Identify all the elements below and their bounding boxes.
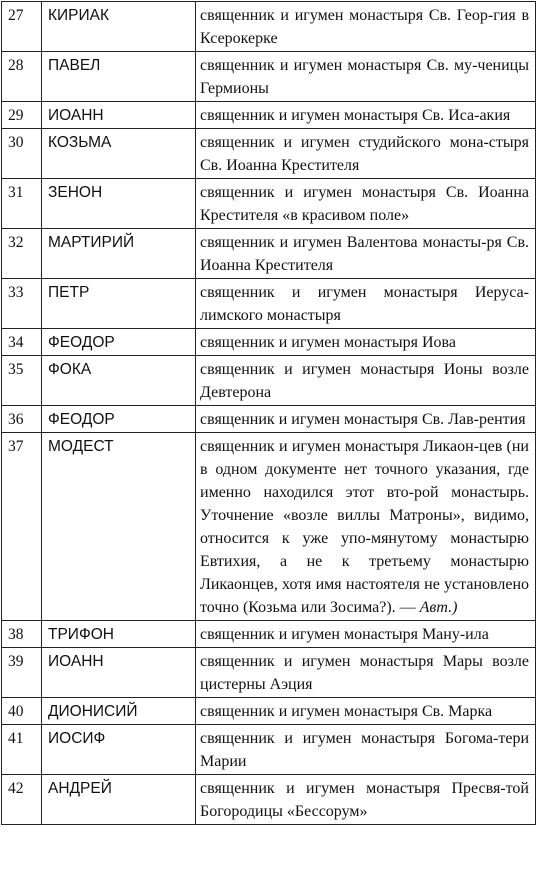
table-row — [2, 356, 536, 406]
person-description — [196, 698, 536, 725]
row-number: 32 — [2, 229, 42, 279]
table-row — [2, 775, 536, 825]
person-description — [196, 621, 536, 648]
description-text: священник и игумен монастыря Иеруса-лимского монастыря — [200, 284, 529, 324]
description-text: священник и игумен монастыря Ликаон-цев (ни в одном документе нет точного указания, где именно находился этот вто-рой монастырь. Уточнение «возле виллы Матроны», видимо, относится к уже упо-мянутому монастырю Евтихия, а не к третьему монастырю Ликаонцев, хотя имя настоятеля не установлено точно (Козьма или Зосима?). — — [200, 438, 529, 616]
person-name: ИОАНН — [42, 102, 196, 129]
table-row — [2, 329, 536, 356]
person-name: ФОКА — [42, 356, 196, 406]
person-name: МАРТИРИЙ — [42, 229, 196, 279]
table-row — [2, 2, 536, 52]
row-number: 34 — [2, 329, 42, 356]
row-number: 40 — [2, 698, 42, 725]
table-row — [2, 406, 536, 433]
row-number: 28 — [2, 52, 42, 102]
person-description — [196, 725, 536, 775]
table-row — [2, 279, 536, 329]
row-number: 29 — [2, 102, 42, 129]
table-row — [2, 433, 536, 621]
description-text: священник и игумен монастыря Богома-тери Марии — [200, 730, 529, 770]
description-text: священник и игумен монастыря Мары возле цистерны Аэция — [200, 653, 529, 693]
table-row — [2, 179, 536, 229]
person-name: ИОАНН — [42, 648, 196, 698]
person-description — [196, 329, 536, 356]
person-name: ФЕОДОР — [42, 329, 196, 356]
description-text: священник и игумен монастыря Св. Иоанна Крестителя «в красивом поле» — [200, 184, 529, 224]
person-name: АНДРЕЙ — [42, 775, 196, 825]
person-name: ТРИФОН — [42, 621, 196, 648]
person-name: ЗЕНОН — [42, 179, 196, 229]
person-name: МОДЕСТ — [42, 433, 196, 621]
table-body — [2, 2, 536, 825]
person-name: ФЕОДОР — [42, 406, 196, 433]
description-text: священник и игумен монастыря Св. Марка — [200, 703, 493, 720]
table-row — [2, 102, 536, 129]
table-row — [2, 52, 536, 102]
description-text: священник и игумен монастыря Св. Лав-рентия — [200, 411, 526, 428]
person-description — [196, 279, 536, 329]
person-description — [196, 129, 536, 179]
row-number: 27 — [2, 2, 42, 52]
person-description — [196, 179, 536, 229]
table-row — [2, 229, 536, 279]
row-number: 33 — [2, 279, 42, 329]
row-number: 31 — [2, 179, 42, 229]
table-row — [2, 621, 536, 648]
description-text: священник и игумен монастыря Пресвя-той Богородицы «Бессорум» — [200, 780, 529, 820]
person-description — [196, 356, 536, 406]
row-number: 42 — [2, 775, 42, 825]
person-description — [196, 648, 536, 698]
table-row — [2, 698, 536, 725]
person-name: ПАВЕЛ — [42, 52, 196, 102]
description-text: священник и игумен монастыря Св. Геор-гия в Ксерокерке — [200, 7, 529, 47]
person-description — [196, 2, 536, 52]
table-row — [2, 129, 536, 179]
person-description — [196, 229, 536, 279]
clergy-table — [1, 1, 536, 825]
person-name: ИОСИФ — [42, 725, 196, 775]
person-description — [196, 102, 536, 129]
description-text: священник и игумен монастыря Ману-ила — [200, 626, 489, 643]
row-number: 38 — [2, 621, 42, 648]
person-description — [196, 406, 536, 433]
description-text: священник и игумен студийского мона-стыря Св. Иоанна Крестителя — [200, 134, 529, 174]
author-note: Авт.) — [419, 599, 458, 616]
table-row — [2, 725, 536, 775]
description-text: священник и игумен монастыря Ионы возле Девтерона — [200, 361, 529, 401]
description-text: священник и игумен монастыря Иова — [200, 334, 456, 351]
person-name: ПЕТР — [42, 279, 196, 329]
row-number: 30 — [2, 129, 42, 179]
row-number: 41 — [2, 725, 42, 775]
table-row — [2, 648, 536, 698]
row-number: 36 — [2, 406, 42, 433]
row-number: 37 — [2, 433, 42, 621]
row-number: 35 — [2, 356, 42, 406]
person-name: КИРИАК — [42, 2, 196, 52]
person-description — [196, 775, 536, 825]
person-name: КОЗЬМА — [42, 129, 196, 179]
description-text: священник и игумен монастыря Св. му-ченицы Гермионы — [200, 57, 529, 97]
description-text: священник и игумен монастыря Св. Иса-акия — [200, 107, 511, 124]
person-description — [196, 52, 536, 102]
description-text: священник и игумен Валентова монасты-ря Св. Иоанна Крестителя — [200, 234, 529, 274]
person-name: ДИОНИСИЙ — [42, 698, 196, 725]
person-description — [196, 433, 536, 621]
row-number: 39 — [2, 648, 42, 698]
